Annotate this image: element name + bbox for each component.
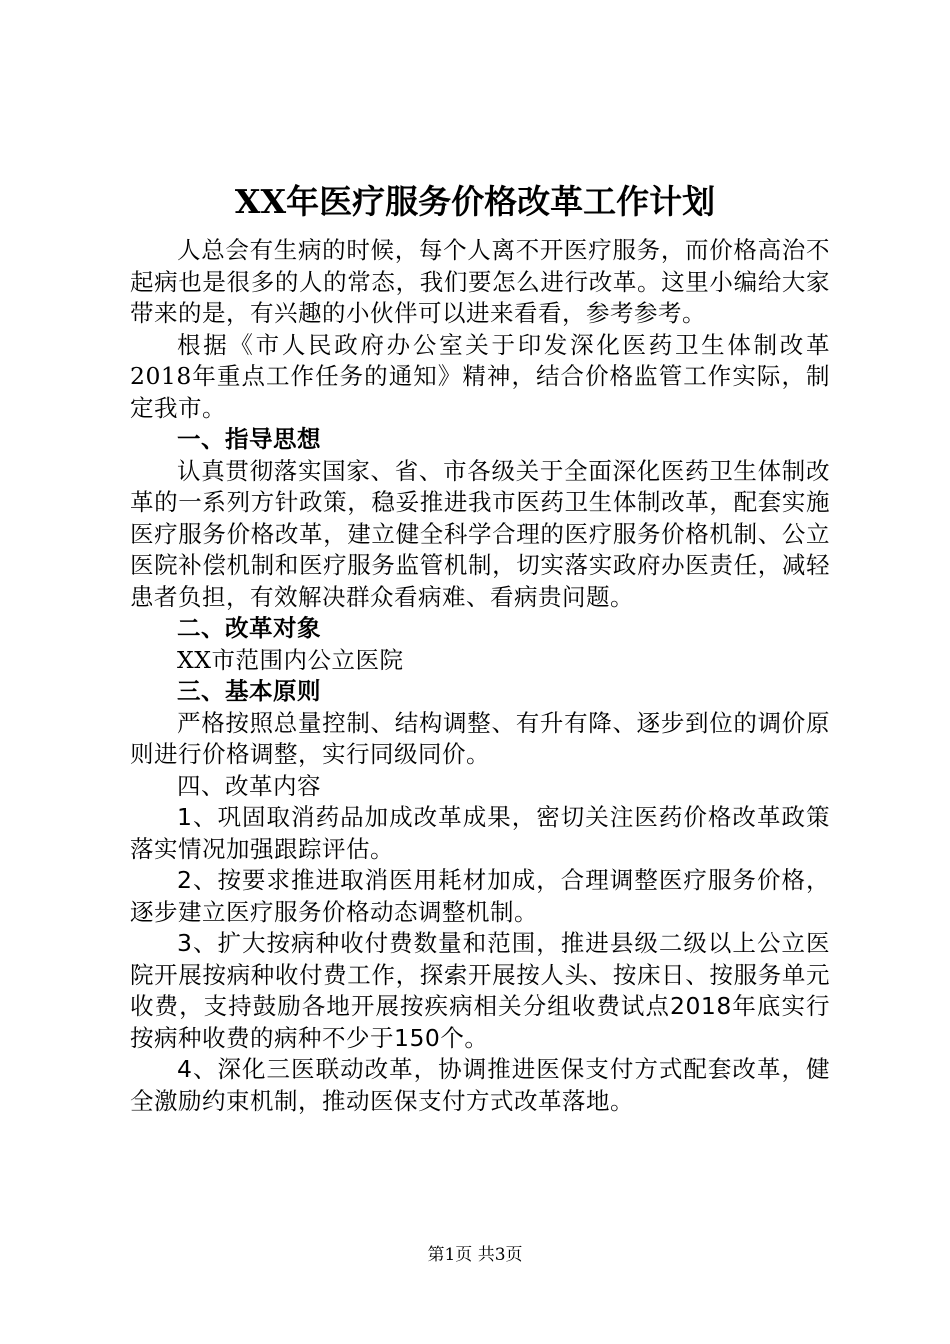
basic-principles-paragraph: 严格按照总量控制、结构调整、有升有降、逐步到位的调价原则进行价格调整，实行同级同价。 [130, 708, 830, 768]
document-body [130, 235, 830, 1117]
page-footer: 第1页 共3页 [427, 1245, 523, 1265]
reform-item-2: 2、按要求推进取消医用耗材加成，合理调整医疗服务价格，逐步建立医疗服务价格动态调整机制。 [130, 866, 830, 926]
section-heading-reform-target: 二、改革对象 [177, 614, 321, 642]
reform-item-4: 4、深化三医联动改革，协调推进医保支付方式配套改革，健全激励约束机制，推动医保支付方式改革落地。 [130, 1055, 830, 1115]
section-heading-basic-principles: 三、基本原则 [177, 677, 321, 705]
section-heading-reform-content: 四、改革内容 [177, 771, 321, 800]
section-heading-guiding-ideology: 一、指导思想 [177, 425, 321, 453]
reform-item-3: 3、扩大按病种收付费数量和范围，推进县级二级以上公立医院开展按病种收付费工作，探索开展按人头、按床日、按服务单元收费，支持鼓励各地开展按疾病相关分组收费试点2018年底实行按病种收费的病种不少于150个。 [130, 929, 830, 1052]
reform-target-paragraph: XX市范围内公立医院 [177, 645, 404, 674]
reform-item-1: 1、巩固取消药品加成改革成果，密切关注医药价格改革政策落实情况加强跟踪评估。 [130, 803, 830, 863]
intro-paragraph: 人总会有生病的时候，每个人离不开医疗服务，而价格高治不起病也是很多的人的常态，我们要怎么进行改革。这里小编给大家带来的是，有兴趣的小伙伴可以进来看看，参考参考。 [130, 236, 830, 327]
basis-paragraph: 根据《市人民政府办公室关于印发深化医药卫生体制改革2018年重点工作任务的通知》精神，结合价格监管工作实际，制定我市。 [130, 330, 830, 422]
guiding-ideology-paragraph: 认真贯彻落实国家、省、市各级关于全面深化医药卫生体制改革的一系列方针政策，稳妥推进我市医药卫生体制改革，配套实施医疗服务价格改革，建立健全科学合理的医疗服务价格机制、公立医院补偿机制和医疗服务监管机制，切实落实政府办医责任，减轻患者负担，有效解决群众看病难、看病贵问题。 [130, 456, 830, 611]
document-title: XX年医疗服务价格改革工作计划 [234, 182, 716, 221]
